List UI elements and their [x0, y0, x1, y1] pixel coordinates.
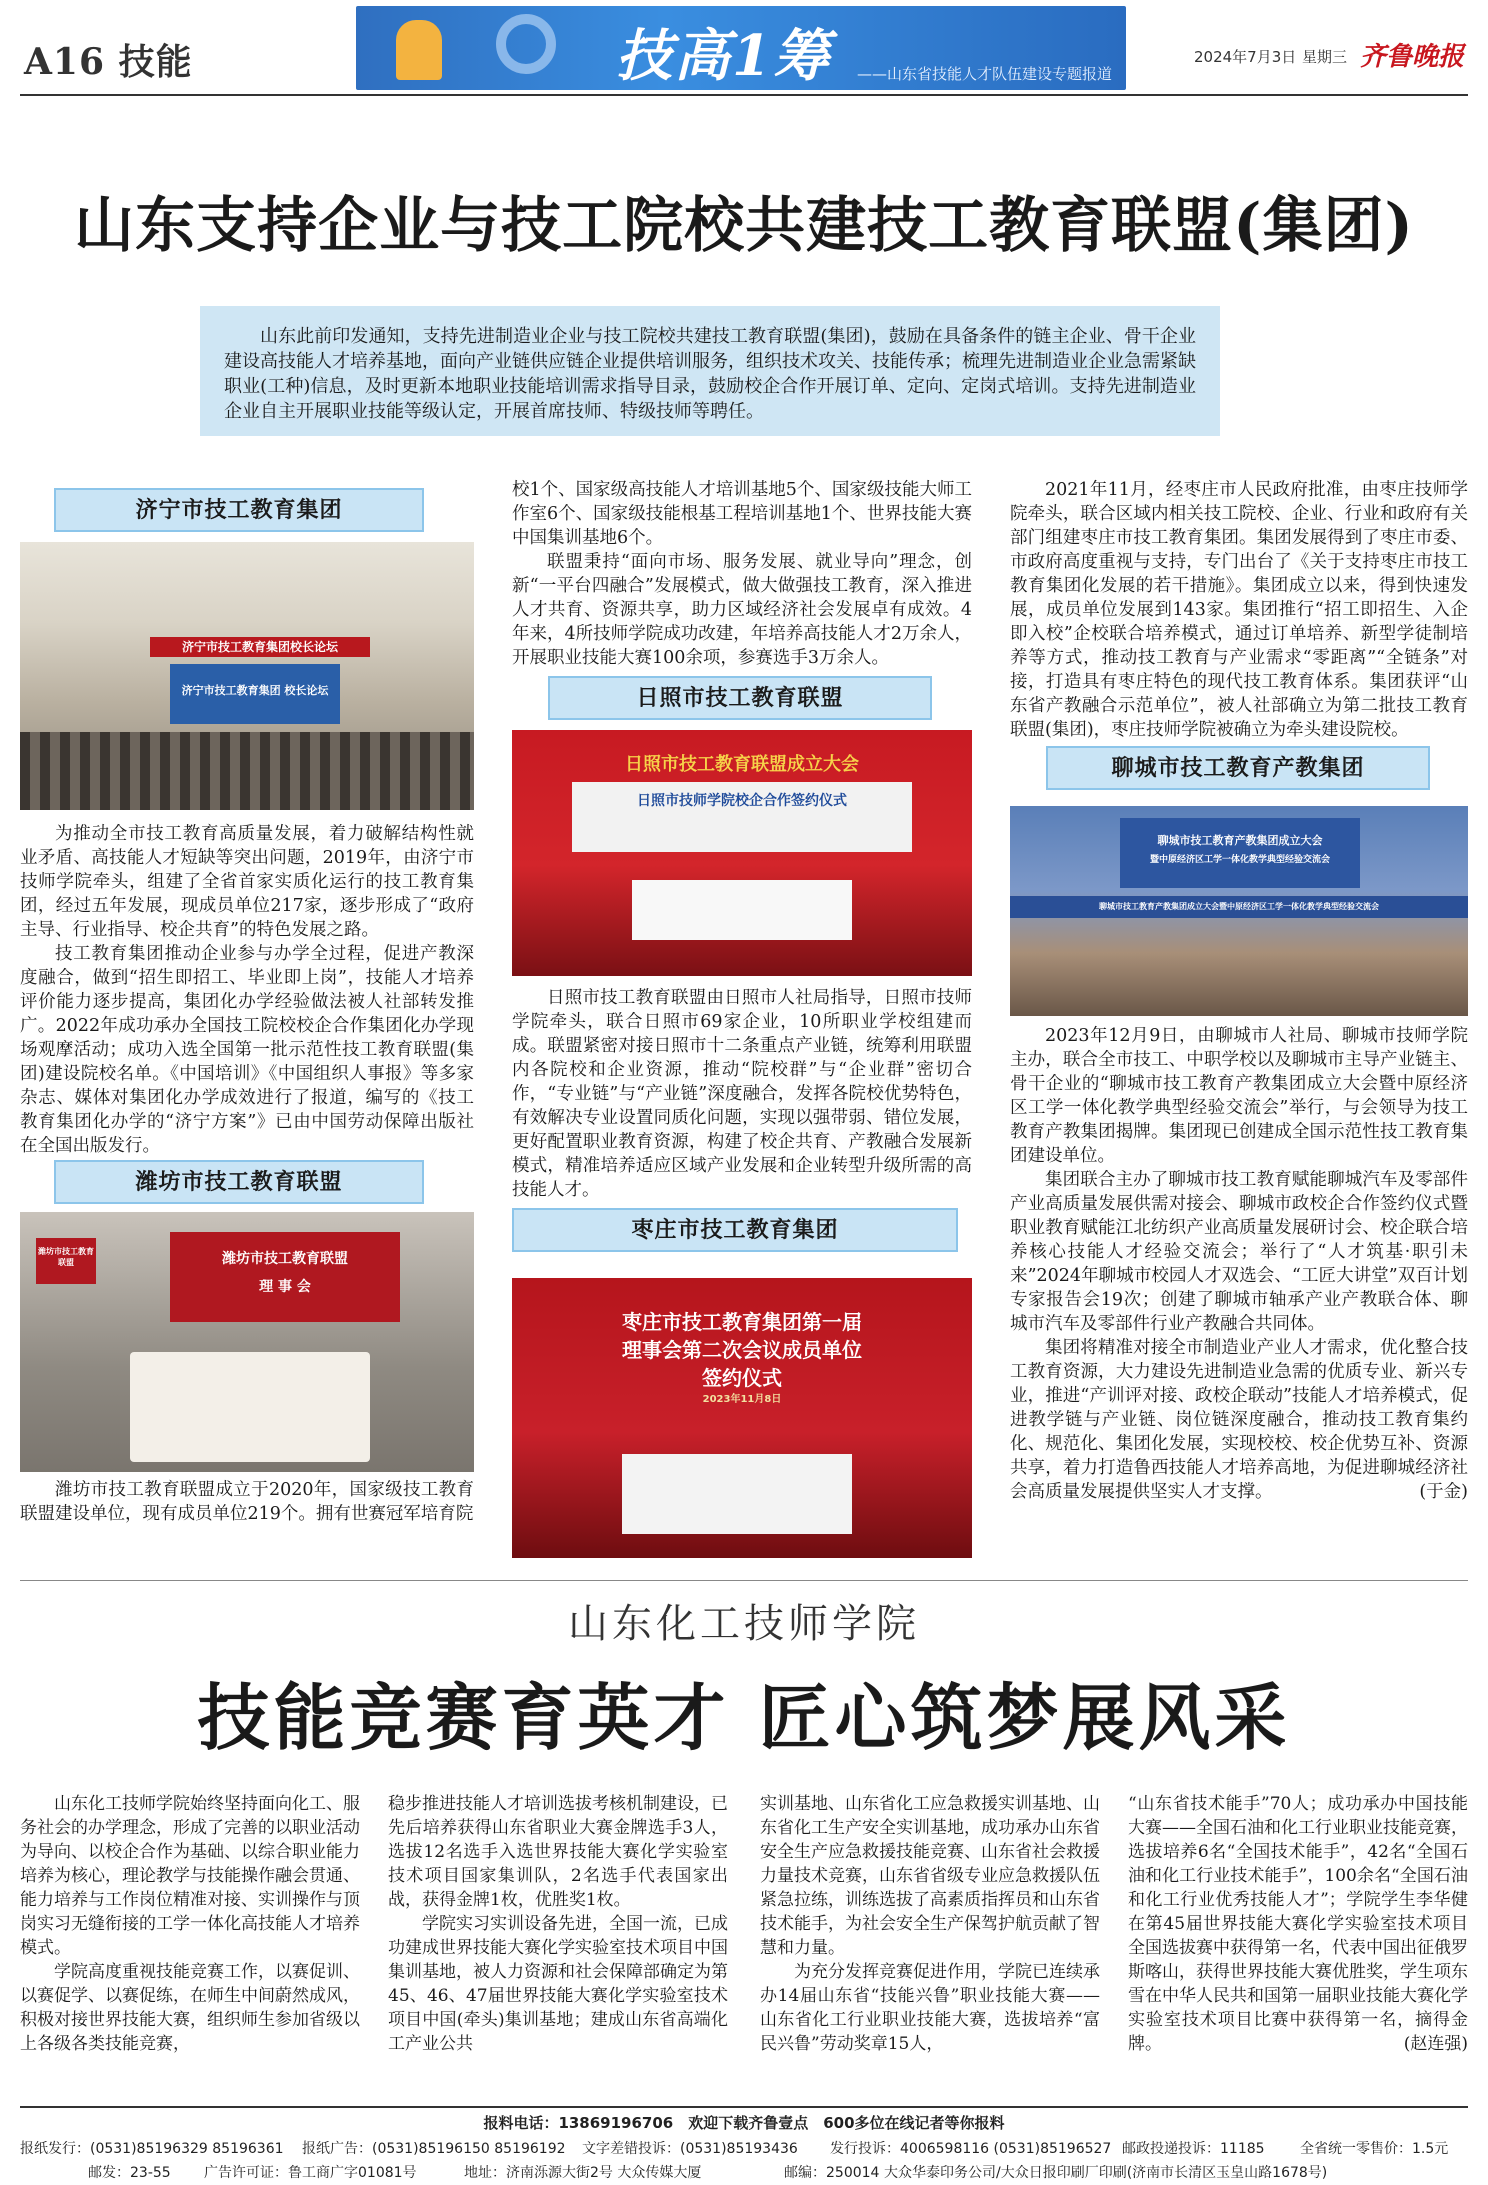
photo-weifang-screen-left: 潍坊市技工教育联盟 — [36, 1238, 96, 1284]
photo-zaozhuang-line2: 理事会第二次会议成员单位 — [622, 1338, 862, 1362]
text-liaocheng-p1: 2023年12月9日，由聊城市人社局、聊城市技师学院主办，联合全市技工、中职学校以及聊城市主导产业链主、骨干企业的“聊城市技工教育产教集团成立大会暨中原经济区工学一体化教学典型经验交流会”举行，与会领导为技工教育产教集团揭牌。集团现已创建成全国示范性技工教育集团建设单位。 — [1010, 1026, 1468, 1166]
footer-price: 全省统一零售价：1.5元 — [1300, 2141, 1449, 2157]
photo-rizhao-board: 日照市技师学院校企合作签约仪式 — [572, 782, 912, 852]
photo-rizhao-table — [632, 880, 852, 940]
section-title-jining: 济宁市技工教育集团 — [54, 488, 424, 532]
photo-jining-banner: 济宁市技工教育集团校长论坛 — [150, 637, 370, 657]
photo-liaocheng-band: 聊城市技工教育产教集团成立大会暨中原经济区工学一体化教学典型经验交流会 — [1010, 896, 1468, 918]
footer-printer: 大众华泰印务公司/大众日报印刷厂印刷(济南市长清区玉皇山路1678号) — [884, 2165, 1328, 2181]
footer-hotline: 报料电话：13869196706 欢迎下载齐鲁壹点 600多位在线记者等你报料 — [483, 2114, 1005, 2132]
feature-col2-p1: 稳步推进技能人才培训选拔考核机制建设，已先后培养获得山东省职业大赛金牌选手3人，选拔12名选手入选世界技能大赛化学实验室技术项目国家集训队，2名选手代表国家出战，获得金牌1枚，优胜奖1枚。 — [388, 1794, 728, 1910]
issue-weekday: 星期三 — [1302, 48, 1348, 66]
footer-delivery-complaint: 发行投诉：4006598116 (0531)85196527 — [830, 2141, 1112, 2157]
feature-col1-p2: 学院高度重视技能竞赛工作，以赛促训、以赛促学、以赛促练，在师生中间蔚然成风，积极对接世界技能大赛，组织师生参加省级以上各级各类技能竞赛， — [20, 1962, 360, 2054]
lead-box — [200, 306, 1220, 436]
photo-rizhao-banner: 日照市技工教育联盟成立大会 — [625, 754, 859, 775]
banner-title: 技高1筹 — [616, 23, 831, 89]
section-title-liaocheng: 聊城市技工教育产教集团 — [1046, 746, 1430, 790]
text-liaocheng — [1010, 1024, 1468, 1504]
feature-col-1 — [20, 1792, 360, 2056]
lead-text: 山东此前印发通知，支持先进制造业企业与技工院校共建技工教育联盟(集团)，鼓励在具备条件的链主企业、骨干企业建设高技能人才培养基地，面向产业链供应链企业提供培训服务，组织技术攻关、技能传承；梳理先进制造业企业急需紧缺职业(工种)信息，及时更新本地职业技能培训需求指导目录，鼓励校企合作开展订单、定向、定岗式培训。支持先进制造业企业自主开展职业技能等级认定，开展首席技师、特级技师等聘任。 — [224, 326, 1196, 422]
footer-errata: 文字差错投诉：(0531)85193436 — [582, 2141, 798, 2157]
feature-col1-p1: 山东化工技师学院始终坚持面向化工、服务社会的办学理念，形成了完善的以职业活动为导向、以校企合作为基础、以综合职业能力培养为核心，理论教学与技能操作融会贯通、能力培养与工作岗位精准对接、实训操作与顶岗实习无缝衔接的工学一体化高技能人才培养模式。 — [20, 1794, 360, 1958]
feature-col-4 — [1128, 1792, 1468, 2056]
page-headline: 山东支持企业与技工院校共建技工教育联盟(集团) — [74, 191, 1414, 261]
text-jining — [20, 822, 474, 1158]
feature-col2-p2: 学院实习实训设备先进，全国一流，已成功建成世界技能大赛化学实验室技术项目中国集训基地，被人力资源和社会保障部确定为第45、46、47届世界技能大赛化学实验室技术项目中国(牵头)集训基地；建成山东省高端化工产业公共 — [388, 1914, 728, 2054]
section-title-weifang: 潍坊市技工教育联盟 — [54, 1160, 424, 1204]
text-liaocheng-p3 — [1010, 1336, 1468, 1504]
photo-zaozhuang-line3: 签约仪式 — [702, 1366, 782, 1390]
footer-advertising: 报纸广告：(0531)85196150 85196192 — [302, 2141, 566, 2157]
text-rizhao — [512, 986, 972, 1202]
photo-jining-forum — [20, 542, 474, 810]
section-title-zaozhuang: 枣庄市技工教育集团 — [512, 1208, 958, 1252]
feature-col-2 — [388, 1792, 728, 2056]
text-weifang-p2: 联盟秉持“面向市场、服务发展、就业导向”理念，创新“一平台四融合”发展模式，做大做强技工教育，深入推进人才共育、资源共享，助力区域经济社会发展卓有成效。4年来，4所技师学院成功改建，年培养高技能人才2万余人，开展职业技能大赛100余项，参赛选手3万余人。 — [512, 552, 972, 668]
photo-zaozhuang-line1: 枣庄市技工教育集团第一届 — [622, 1310, 862, 1334]
text-zaozhuang-p1: 2021年11月，经枣庄市人民政府批准，由枣庄技师学院牵头，联合区域内相关技工院校、企业、行业和政府有关部门组建枣庄市技工教育集团。集团发展得到了枣庄市委、市政府高度重视与支持，专门出台了《关于支持枣庄市技工教育集团化发展的若干措施》。集团成立以来，得到快速发展，成员单位发展到143家。集团推行“招工即招生、入企即入校”企校联合培养模式，通过订单培养、新型学徒制培养等方式，推动技工教育与产业需求“零距离”“全链条”对接，打造具有枣庄特色的现代技工教育体系。集团获评“山东省产教融合示范单位”，被人社部确立为第二批技工教育联盟(集团)，枣庄技师学院被确立为牵头建设院校。 — [1010, 480, 1468, 740]
text-jining-p2: 技工教育集团推动企业参与办学全过程，促进产教深度融合，做到“招生即招工、毕业即上岗”，技能人才培养评价能力逐步提高，集团化办学经验做法被人社部转发推广。2022年成功承办全国技工院校校企合作集团化办学现场观摩活动；成功入选全国第一批示范性技工教育联盟(集团)建设院校名单。《中国培训》《中国组织人事报》等多家杂志、媒体对集团化办学成效进行了报道，编写的《技工教育集团化办学的“济宁方案”》已由中国劳动保障出版社在全国出版发行。 — [20, 944, 474, 1156]
text-liaocheng-p3-body: 集团将精准对接全市制造业产业人才需求，优化整合技工教育资源，大力建设先进制造业急需的优质专业、新兴专业，推进“产训评对接、政校企联动”技能人才培养模式，促进教学链与产业链、岗位链深度融合，推动技工教育集约化、规范化、集团化发展，实现校校、校企优势互补、资源共享，着力打造鲁西技能人才培养高地，为促进聊城经济社会高质量发展提供坚实人才支撑。 — [1010, 1338, 1468, 1502]
issue-date: 2024年7月3日 — [1194, 48, 1297, 66]
footer-distribution: 报纸发行：(0531)85196329 85196361 — [20, 2141, 284, 2157]
gear-icon — [496, 14, 556, 74]
feature-headline: 技能竞赛育英才 匠心筑梦展风采 — [197, 1675, 1291, 1760]
photo-liaocheng-conference — [1010, 806, 1468, 1016]
text-rizhao-p1: 日照市技工教育联盟由日照市人社局指导，日照市技师学院牵头，联合日照市69家企业，10所职业学校组建而成。联盟紧密对接日照市十二条重点产业链，统筹利用联盟内各院校和企业资源，推动“院校群”与“企业群”密切合作，“专业链”与“产业链”深度融合，发挥各院校优势特色，有效解决专业设置同质化问题，实现以强带弱、错位发展，更好配置职业教育资源，构建了校企共育、产教融合发展新模式，精准培养适应区域产业发展和企业转型升级所需的高技能人才。 — [512, 988, 972, 1200]
byline-feature: (赵连强) — [1403, 2034, 1468, 2054]
text-jining-p1: 为推动全市技工教育高质量发展，着力破解结构性就业矛盾、高技能人才短缺等突出问题，2019年，由济宁市技师学院牵头，组建了全省首家实质化运行的技工教育集团，经过五年发展，现成员单位217家，逐步形成了“政府主导、行业指导、校企共育”的特色发展之路。 — [20, 824, 474, 940]
masthead-rule — [20, 94, 1468, 96]
newspaper-logo: 齐鲁晚报 — [1360, 42, 1465, 72]
photo-zaozhuang-table — [622, 1454, 852, 1534]
text-weifang-p1b: 校1个、国家级高技能人才培训基地5个、国家级技能大师工作室6个、国家级技能根基工程培训基地1个、世界技能大赛中国集训基地6个。 — [512, 480, 972, 548]
feature-col4-body: “山东省技术能手”70人；成功承办中国技能大赛——全国石油和化工行业职业技能竞赛，选拔培养6名“全国技术能手”，42名“全国石油和化工行业技术能手”，100余名“全国石油和化工行业优秀技能人才”；学院学生李华健在第45届世界技能大赛化学实验室技术项目全国选拔赛中获得第一名，代表中国出征俄罗斯喀山，获得世界技能大赛优胜奖，学生项东雪在中华人民共和国第一届职业技能大赛化学实验室技术项目比赛中获得第一名，摘得金牌。 — [1128, 1794, 1468, 2054]
feature-kicker: 山东化工技师学院 — [568, 1601, 920, 1647]
photo-zaozhuang-signing — [512, 1278, 972, 1558]
footer-postal-complaint: 邮政投递投诉：11185 — [1122, 2141, 1265, 2157]
photo-weifang-table — [130, 1352, 370, 1462]
photo-jining-audience — [20, 732, 474, 810]
footer-zip: 邮编：250014 — [784, 2165, 880, 2181]
feature-col3-p1: 实训基地、山东省化工应急救援实训基地、山东省化工生产安全实训基地，成功承办山东省安全生产应急救援技能竞赛、山东省社会救援力量技术竞赛，山东省省级专业应急救援队伍紧急拉练，训练选拔了高素质指挥员和山东省技术能手，为社会安全生产保驾护航贡献了智慧和力量。 — [760, 1794, 1100, 1958]
footer-postal-code: 邮发：23-55 — [88, 2165, 171, 2181]
footer-rule — [20, 2106, 1468, 2108]
byline-liaocheng: (于金) — [1419, 1482, 1468, 1502]
feature-col4-p1 — [1128, 1792, 1468, 2056]
footer-ad-license: 广告许可证：鲁工商广字01081号 — [204, 2165, 417, 2181]
text-weifang-col2 — [512, 478, 972, 670]
photo-weifang-screen-main: 潍坊市技工教育联盟 理 事 会 — [170, 1232, 400, 1322]
feature-col3-p2: 为充分发挥竞赛促进作用，学院已连续承办14届山东省“技能兴鲁”职业技能大赛——山东省化工行业职业技能大赛，选拔培养“富民兴鲁”劳动奖章15人， — [760, 1962, 1100, 2054]
photo-liaocheng-screen: 聊城市技工教育产教集团成立大会 暨中原经济区工学一体化教学典型经验交流会 — [1120, 818, 1360, 888]
photo-weifang-meeting — [20, 1212, 474, 1472]
worker-illustration — [396, 20, 442, 80]
banner-subtitle: ——山东省技能人才队伍建设专题报道 — [856, 65, 1112, 83]
photo-rizhao-ceremony — [512, 730, 972, 976]
text-weifang-col1 — [20, 1478, 474, 1526]
section-label: A16 技能 — [24, 41, 193, 83]
feature-col-3 — [760, 1792, 1100, 2056]
photo-zaozhuang-date: 2023年11月8日 — [702, 1394, 782, 1405]
footer-address: 地址：济南泺源大街2号 大众传媒大厦 — [464, 2165, 702, 2181]
feature-divider — [20, 1580, 1468, 1581]
text-liaocheng-p2: 集团联合主办了聊城市技工教育赋能聊城汽车及零部件产业高质量发展供需对接会、聊城市政校企合作签约仪式暨职业教育赋能江北纺织产业高质量发展研讨会、校企联合培养核心技能人才经验交流会；举行了“人才筑基·职引未来”2024年聊城市校园人才双选会、“工匠大讲堂”双百计划专家报告会19次；创建了聊城市轴承产业产教联合体、聊城市汽车及零部件行业产教融合共同体。 — [1010, 1170, 1468, 1334]
text-zaozhuang — [1010, 478, 1468, 742]
section-title-rizhao: 日照市技工教育联盟 — [548, 676, 932, 720]
text-weifang-p1a: 潍坊市技工教育联盟成立于2020年，国家级技工教育联盟建设单位，现有成员单位219个。拥有世赛冠军培育院 — [20, 1480, 474, 1524]
photo-jining-screen: 济宁市技工教育集团 校长论坛 — [170, 664, 340, 724]
column-banner — [356, 6, 1126, 90]
